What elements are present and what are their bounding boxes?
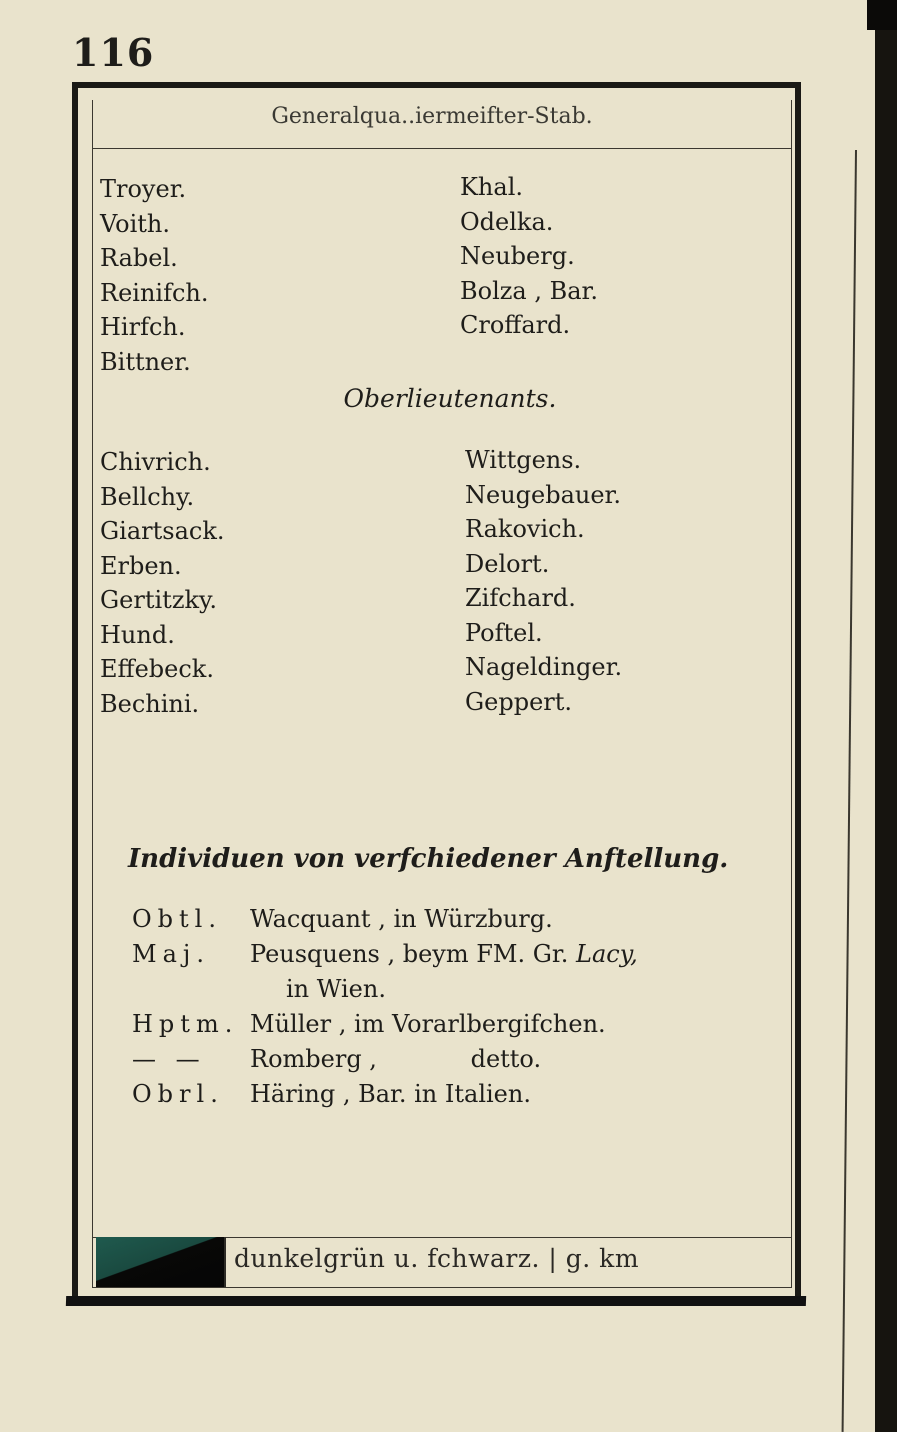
name-entry: Giartsack. bbox=[100, 517, 225, 545]
list-item bbox=[132, 1042, 638, 1077]
oberlieutenants-heading: Oberlieutenants. bbox=[343, 384, 557, 413]
individuen-list bbox=[132, 902, 638, 1112]
name-entry: Rabel. bbox=[100, 244, 178, 272]
staff-title: Generalqua..iermeifter-Stab. bbox=[271, 104, 593, 129]
name-entry: Erben. bbox=[100, 551, 182, 580]
list-item bbox=[132, 937, 638, 972]
name-entry: Geppert. bbox=[465, 687, 573, 716]
name-entry: Voith. bbox=[100, 209, 170, 238]
name-entry: Hirfch. bbox=[100, 313, 186, 341]
list-item-continuation: in Wien. bbox=[286, 975, 386, 1003]
page-number: 116 bbox=[72, 30, 155, 75]
rank-label: Obtl. bbox=[132, 905, 222, 933]
page-fold-line bbox=[842, 150, 857, 1432]
entry-text: Romberg , bbox=[250, 1045, 377, 1073]
name-entry: Nageldinger. bbox=[465, 653, 623, 681]
name-entry: Zifchard. bbox=[465, 584, 576, 612]
name-entry: Bechini. bbox=[100, 689, 200, 718]
hauptleute-right-column bbox=[460, 170, 598, 343]
list-item bbox=[132, 1007, 638, 1042]
header-rule bbox=[92, 148, 792, 149]
name-entry: Bittner. bbox=[100, 347, 191, 376]
name-entry: Neugebauer. bbox=[465, 480, 622, 509]
name-entry: Croffard. bbox=[460, 311, 571, 339]
name-entry: Khal. bbox=[460, 173, 523, 201]
name-entry: Wittgens. bbox=[465, 446, 582, 474]
entry-text: Wacquant , in Würzburg. bbox=[250, 905, 553, 933]
name-entry: Delort. bbox=[465, 549, 550, 578]
uniform-description: dunkelgrün u. fchwarz. | g. km bbox=[234, 1244, 640, 1273]
page-edge-shadow bbox=[875, 0, 897, 1432]
hauptleute-left-column bbox=[100, 172, 209, 379]
uniform-color-swatch bbox=[96, 1237, 224, 1287]
entry-text: Peusquens , beym FM. Gr. bbox=[250, 940, 569, 968]
rank-label: Obrl. bbox=[132, 1080, 224, 1108]
frame-bottom-edge bbox=[66, 1296, 806, 1306]
name-entry: Rakovich. bbox=[465, 515, 585, 543]
individuen-heading: Individuen von verfchiedener Anftellung. bbox=[128, 844, 729, 874]
name-entry: Hund. bbox=[100, 620, 175, 649]
oberlieutenants-left-column bbox=[100, 445, 225, 721]
list-item bbox=[132, 902, 638, 937]
name-entry: Troyer. bbox=[100, 175, 187, 203]
name-entry: Poftel. bbox=[465, 618, 543, 647]
rank-label: Hptm. bbox=[132, 1010, 239, 1038]
name-entry: Reinifch. bbox=[100, 278, 209, 307]
name-entry: Bellchy. bbox=[100, 482, 195, 511]
name-entry: Neuberg. bbox=[460, 242, 575, 270]
page-edge-corner bbox=[867, 0, 897, 30]
name-entry: Chivrich. bbox=[100, 448, 211, 476]
rank-label: Maj. bbox=[132, 940, 210, 968]
swatch-divider bbox=[224, 1237, 226, 1287]
list-item bbox=[132, 1077, 638, 1112]
rank-label: — — bbox=[132, 1045, 206, 1073]
oberlieutenants-right-column bbox=[465, 443, 622, 719]
name-entry: Gertitzky. bbox=[100, 586, 217, 614]
name-entry: Bolza , Bar. bbox=[460, 276, 599, 305]
entry-text: Häring , Bar. in Italien. bbox=[250, 1080, 531, 1108]
entry-text: Müller , im Vorarlbergifchen. bbox=[250, 1010, 606, 1038]
name-entry: Odelka. bbox=[460, 207, 554, 236]
entry-detto: detto. bbox=[470, 1045, 542, 1073]
entry-italic-name: Lacy, bbox=[576, 940, 638, 968]
name-entry: Effebeck. bbox=[100, 655, 214, 683]
